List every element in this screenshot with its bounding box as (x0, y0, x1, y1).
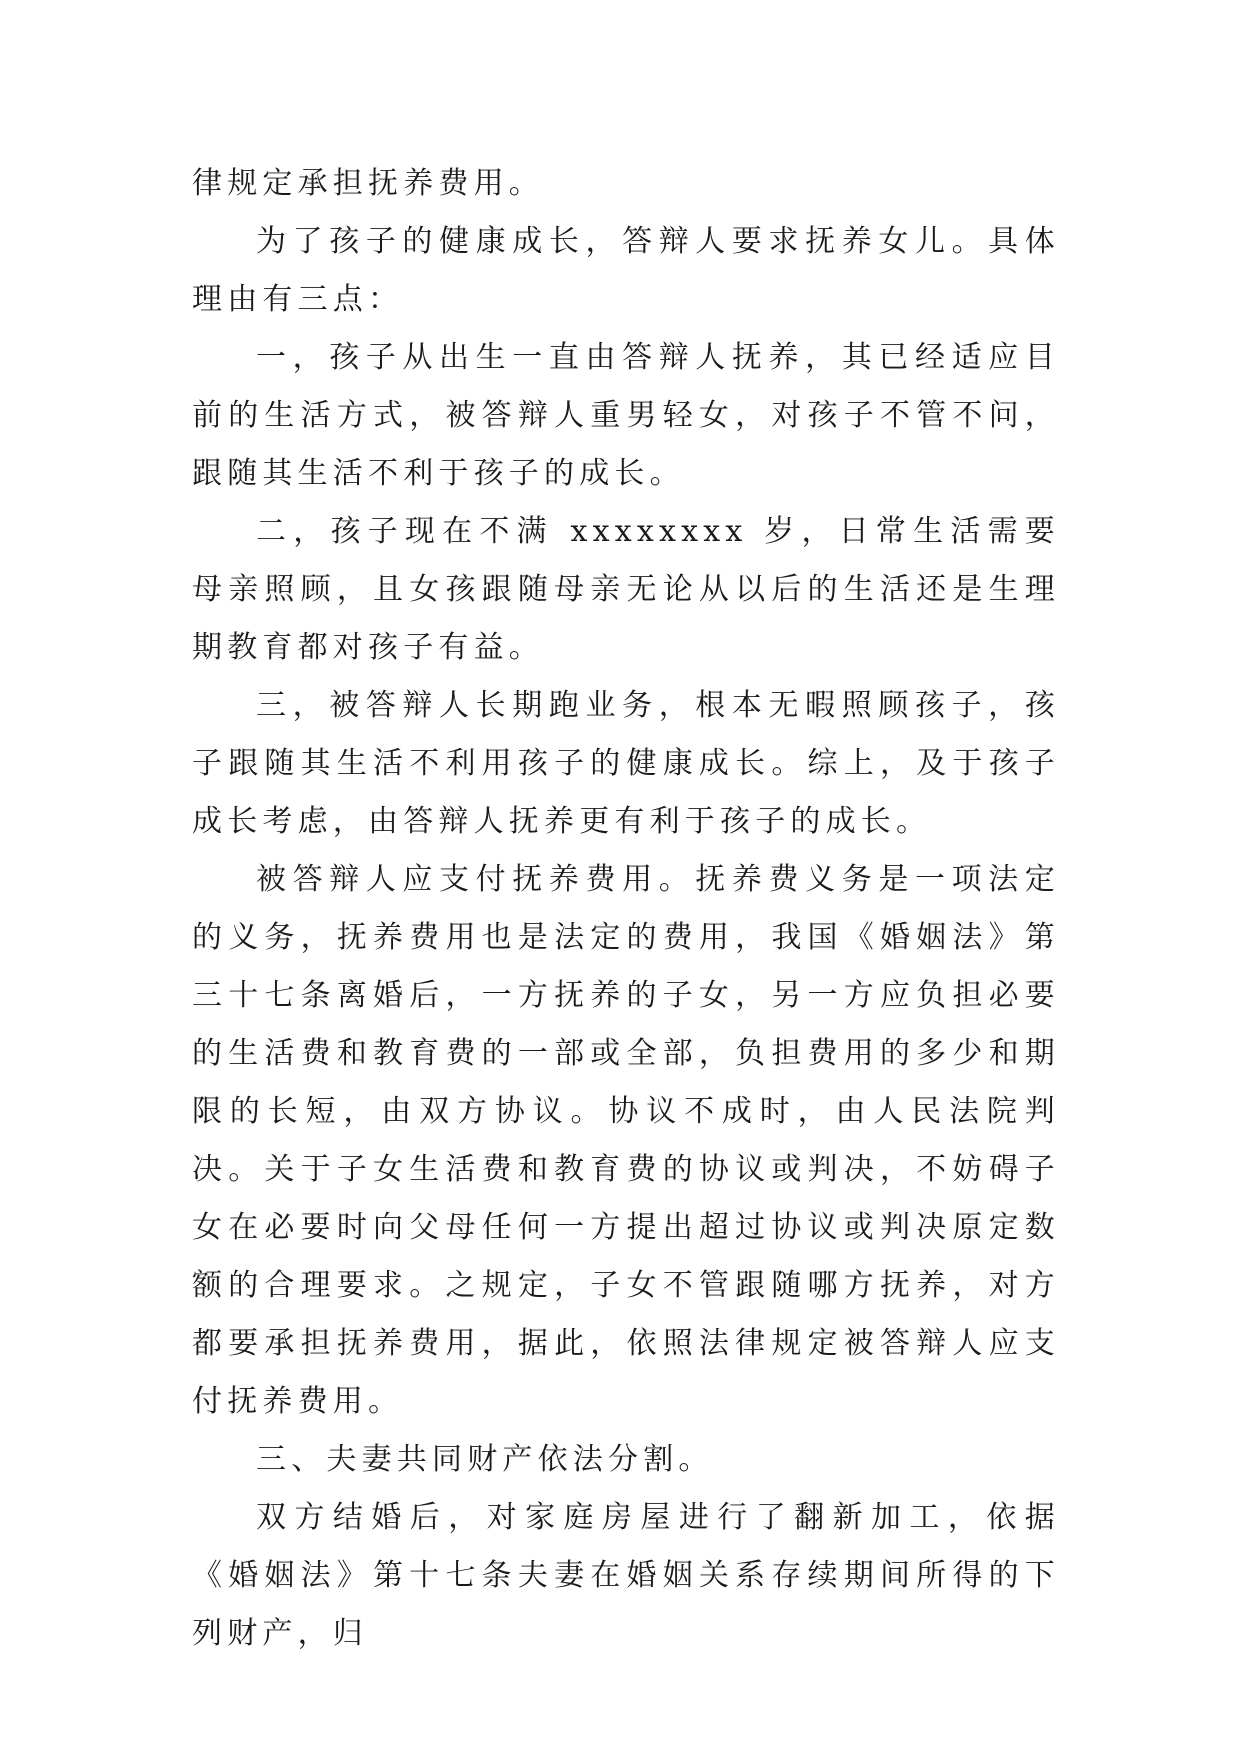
paragraph-support-cost-continued: 律规定承担抚养费用。 (192, 166, 544, 201)
paragraph-reason-three: 三，被答辩人长期跑业务，根本无暇照顾孩子，孩子跟随其生活不利用孩子的健康成长。综上，及于孩子成长考虑，由答辩人抚养更有利于孩子的成长。 (192, 688, 1060, 839)
paragraph-property-detail: 双方结婚后，对家庭房屋进行了翻新加工，依据《婚姻法》第十七条夫妻在婚姻关系存续期间所得的下列财产，归 (192, 1500, 1060, 1651)
paragraph-reason-two: 二，孩子现在不满 xxxxxxxx 岁，日常生活需要母亲照顾，且女孩跟随母亲无论从以后的生活还是生理期教育都对孩子有益。 (192, 514, 1060, 665)
paragraph-custody-request: 为了孩子的健康成长，答辩人要求抚养女儿。具体理由有三点： (192, 224, 1060, 317)
paragraph-reason-one: 一，孩子从出生一直由答辩人抚养，其已经适应目前的生活方式，被答辩人重男轻女，对孩子不管不问，跟随其生活不利于孩子的成长。 (192, 340, 1060, 491)
paragraph-support-payment: 被答辩人应支付抚养费用。抚养费义务是一项法定的义务，抚养费用也是法定的费用，我国《婚姻法》第三十七条离婚后，一方抚养的子女，另一方应负担必要的生活费和教育费的一部或全部，负担费用的多少和期限的长短，由双方协议。协议不成时，由人民法院判决。关于子女生活费和教育费的协议或判决，不妨碍子女在必要时向父母任何一方提出超过协议或判决原定数额的合理要求。之规定，子女不管跟随哪方抚养，对方都要承担抚养费用，据此，依照法律规定被答辩人应支付抚养费用。 (192, 862, 1060, 1419)
paragraph-property-heading: 三、夫妻共同财产依法分割。 (256, 1442, 714, 1477)
document-body (192, 155, 1060, 1663)
